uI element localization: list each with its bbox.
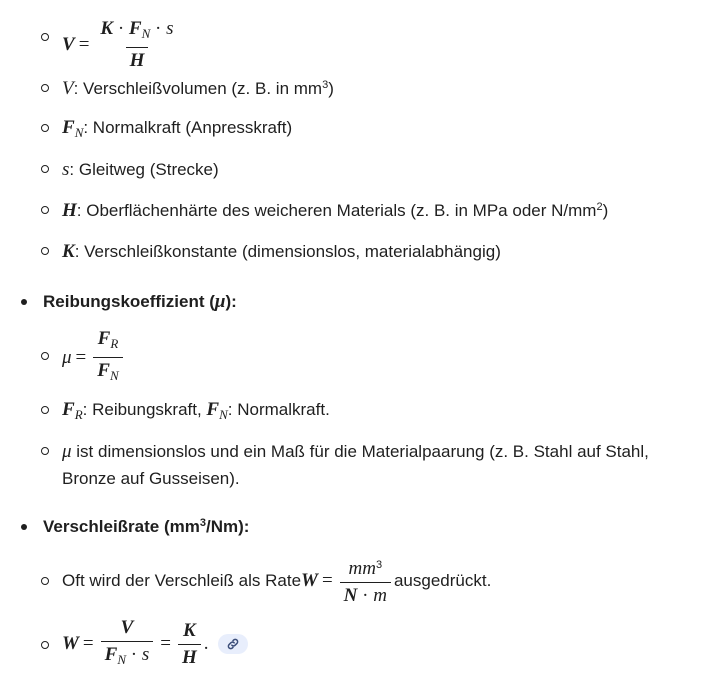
- friction-definitions: $F_R$: Reibungskraft, $F_N$: Normalkraft.: [0, 398, 709, 424]
- bullet-circle-icon: [41, 124, 49, 132]
- bullet-circle-icon: [41, 206, 49, 214]
- bullet-disc-icon: [21, 524, 27, 530]
- bullet-circle-icon: [41, 247, 49, 255]
- friction-heading: Reibungskoeffizient (μ):: [43, 291, 237, 312]
- bullet-disc-icon: [21, 299, 27, 305]
- friction-heading-item: [0, 289, 709, 315]
- volume-fraction: $\frac{K \cdot F_N \cdot s}{H}$: [100, 18, 174, 71]
- bullet-circle-icon: [41, 641, 49, 649]
- wear-rate-fraction-1: $\frac{V}{F_N \cdot s}$: [101, 617, 154, 671]
- wear-rate-line2: W = $\frac{V}{F_N \cdot s}$ = $\frac{K}{H}$ .: [0, 615, 709, 675]
- link-icon: [226, 637, 240, 651]
- bullet-circle-icon: [41, 447, 49, 455]
- bullet-circle-icon: [41, 165, 49, 173]
- bullet-circle-icon: [41, 84, 49, 92]
- wear-rate-unit-fraction: $\frac{mm^3}{N \cdot m}$: [340, 554, 391, 607]
- wear-rate-heading: Verschleißrate $(mm^3/Nm)$:: [43, 517, 250, 536]
- definition-k: K: Verschleißkonstante (dimensionslos, materialabhängig): [0, 239, 709, 265]
- friction-formula-item: μ = $\frac{F_R}{F_N}$: [0, 326, 709, 384]
- bullet-circle-icon: [41, 406, 49, 414]
- bullet-circle-icon: [41, 33, 49, 41]
- volume-formula-item: V = $\frac{K \cdot F_N \cdot s}{H}$: [0, 8, 709, 66]
- bullet-circle-icon: [41, 577, 49, 585]
- wear-rate-heading-item: [0, 514, 709, 540]
- definition-s: s: Gleitweg (Strecke): [0, 157, 709, 183]
- source-link-chip[interactable]: [218, 634, 248, 654]
- wear-rate-fraction-2: $\frac{K}{H}$: [178, 620, 201, 669]
- definition-fn: $F_N$: Normalkraft (Anpresskraft): [0, 116, 709, 142]
- friction-note-continuation: Bronze auf Gusseisen).: [62, 469, 240, 488]
- friction-fraction: $\frac{F_R}{F_N}$: [93, 328, 122, 387]
- definition-v: V: Verschleißvolumen (z. B. in $mm^3$): [0, 76, 709, 102]
- wear-rate-line1: Oft wird der Verschleiß als Rate W = $\frac{mm^3}{N \cdot m}$ ausgedrückt.: [0, 552, 709, 608]
- definition-h: H: Oberflächenhärte des weicheren Materials (z. B. in MPa oder $N/mm^2$): [0, 198, 709, 224]
- bullet-circle-icon: [41, 352, 49, 360]
- friction-note: μ ist dimensionslos und ein Maß für die Materialpaarung (z. B. Stahl auf Stahl,: [0, 439, 709, 465]
